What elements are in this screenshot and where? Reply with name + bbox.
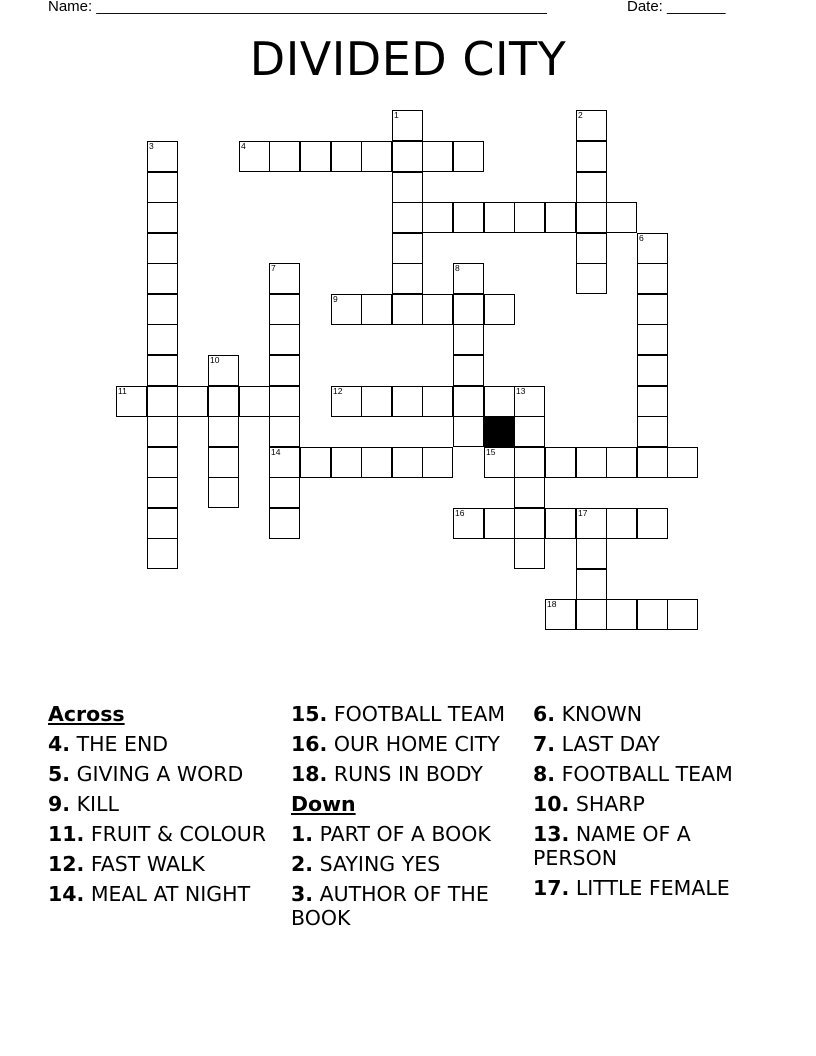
- clue-number: 11: [118, 386, 127, 396]
- grid-cell[interactable]: [269, 294, 300, 325]
- grid-cell[interactable]: [147, 172, 178, 203]
- clue-item-number: 13.: [533, 822, 570, 846]
- clue-number: 6: [639, 233, 644, 243]
- grid-cell[interactable]: [545, 447, 576, 478]
- clue-column-3: [533, 702, 773, 906]
- clue-column-1: [48, 702, 288, 912]
- across-heading: Across: [48, 702, 125, 726]
- grid-cell[interactable]: [637, 386, 668, 417]
- clue-item-number: 1.: [291, 822, 314, 846]
- clue-number: 12: [333, 386, 343, 396]
- clue-item-number: 4.: [48, 732, 71, 756]
- grid-cell[interactable]: [576, 508, 607, 539]
- clue-item-text: GIVING A WORD: [70, 762, 244, 786]
- grid-cell[interactable]: [392, 172, 423, 203]
- clue-number: 14: [271, 447, 281, 457]
- clue-number: 15: [486, 447, 496, 457]
- date-line[interactable]: Date: _______: [627, 0, 726, 15]
- grid-cell[interactable]: [392, 233, 423, 264]
- grid-cell[interactable]: [453, 263, 484, 294]
- clue-item-number: 8.: [533, 762, 556, 786]
- grid-cell[interactable]: [208, 447, 239, 478]
- clue-item: [533, 792, 773, 816]
- name-line[interactable]: Name: ______________________________________________________: [48, 0, 547, 15]
- clue-item-number: 14.: [48, 882, 85, 906]
- clue-item-number: 6.: [533, 702, 556, 726]
- grid-cell[interactable]: [331, 447, 362, 478]
- grid-cell[interactable]: [269, 477, 300, 508]
- clue-item: [291, 702, 531, 726]
- clue-item-number: 17.: [533, 876, 570, 900]
- grid-cell[interactable]: [392, 386, 423, 417]
- grid-cell[interactable]: [514, 386, 545, 417]
- grid-cell[interactable]: [147, 477, 178, 508]
- clue-item-number: 7.: [533, 732, 556, 756]
- grid-cell[interactable]: [392, 294, 423, 325]
- clue-item-number: 11.: [48, 822, 85, 846]
- grid-cell[interactable]: [576, 141, 607, 172]
- clue-item-number: 15.: [291, 702, 328, 726]
- clue-item-number: 5.: [48, 762, 71, 786]
- down-heading: Down: [291, 792, 356, 816]
- grid-cell[interactable]: [361, 294, 392, 325]
- clue-item-text: LITTLE FEMALE: [569, 876, 730, 900]
- grid-cell[interactable]: [484, 386, 515, 417]
- grid-cell[interactable]: [453, 202, 484, 233]
- clue-item-number: 3.: [291, 882, 314, 906]
- grid-cell[interactable]: [147, 538, 178, 569]
- grid-cell[interactable]: [514, 447, 545, 478]
- clue-item-text: LAST DAY: [555, 732, 660, 756]
- clue-item-text: RUNS IN BODY: [327, 762, 483, 786]
- clue-item: [533, 822, 773, 870]
- grid-cell[interactable]: [637, 508, 668, 539]
- grid-cell[interactable]: [361, 447, 392, 478]
- grid-cell[interactable]: [514, 538, 545, 569]
- grid-cell[interactable]: [606, 202, 637, 233]
- clue-number: 17: [578, 508, 588, 518]
- grid-cell[interactable]: [147, 263, 178, 294]
- grid-cell[interactable]: [606, 599, 637, 630]
- grid-cell[interactable]: [392, 263, 423, 294]
- black-square: [484, 416, 515, 447]
- clue-item: [48, 792, 288, 816]
- grid-cell[interactable]: [667, 447, 698, 478]
- clue-item: [48, 732, 288, 756]
- grid-cell[interactable]: [422, 141, 453, 172]
- grid-cell[interactable]: [576, 447, 607, 478]
- grid-cell[interactable]: [208, 416, 239, 447]
- grid-cell[interactable]: [392, 202, 423, 233]
- grid-cell[interactable]: [269, 447, 300, 478]
- grid-cell[interactable]: [667, 599, 698, 630]
- grid-cell[interactable]: [453, 355, 484, 386]
- clue-item: [533, 876, 773, 900]
- grid-cell[interactable]: [576, 263, 607, 294]
- grid-cell[interactable]: [637, 447, 668, 478]
- clue-item-text: THE END: [70, 732, 169, 756]
- clue-item: [291, 762, 531, 786]
- grid-cell[interactable]: [453, 508, 484, 539]
- grid-cell[interactable]: [147, 416, 178, 447]
- grid-cell[interactable]: [147, 355, 178, 386]
- grid-cell[interactable]: [392, 110, 423, 141]
- clue-item: [533, 702, 773, 726]
- clue-item-number: 16.: [291, 732, 328, 756]
- grid-cell[interactable]: [177, 386, 208, 417]
- grid-cell[interactable]: [637, 294, 668, 325]
- clue-item-number: 2.: [291, 852, 314, 876]
- grid-cell[interactable]: [208, 477, 239, 508]
- clue-item-number: 9.: [48, 792, 71, 816]
- clue-item: [291, 852, 531, 876]
- clue-item: [533, 762, 773, 786]
- grid-cell[interactable]: [331, 294, 362, 325]
- clue-number: 3: [149, 141, 154, 151]
- grid-cell[interactable]: [422, 294, 453, 325]
- grid-cell[interactable]: [637, 599, 668, 630]
- clue-item-number: 18.: [291, 762, 328, 786]
- grid-cell[interactable]: [606, 508, 637, 539]
- grid-cell[interactable]: [545, 508, 576, 539]
- grid-cell[interactable]: [147, 233, 178, 264]
- grid-cell[interactable]: [331, 141, 362, 172]
- clue-number: 7: [271, 263, 276, 273]
- grid-cell[interactable]: [269, 416, 300, 447]
- clue-item-text: NAME OF A PERSON: [533, 822, 691, 870]
- grid-cell[interactable]: [269, 324, 300, 355]
- grid-cell[interactable]: [147, 294, 178, 325]
- clue-item-number: 10.: [533, 792, 570, 816]
- page-title: DIVIDED CITY: [249, 32, 567, 86]
- clue-item-text: OUR HOME CITY: [327, 732, 500, 756]
- clue-item-text: FAST WALK: [84, 852, 205, 876]
- clue-item: [48, 852, 288, 876]
- clue-item-text: FOOTBALL TEAM: [555, 762, 733, 786]
- grid-cell[interactable]: [422, 447, 453, 478]
- grid-cell[interactable]: [269, 263, 300, 294]
- clue-item: [533, 732, 773, 756]
- grid-cell[interactable]: [514, 477, 545, 508]
- grid-cell[interactable]: [545, 202, 576, 233]
- grid-cell[interactable]: [484, 508, 515, 539]
- clue-item-text: SHARP: [569, 792, 645, 816]
- grid-cell[interactable]: [422, 386, 453, 417]
- grid-cell[interactable]: [208, 355, 239, 386]
- grid-cell[interactable]: [453, 294, 484, 325]
- grid-cell[interactable]: [269, 141, 300, 172]
- grid-cell[interactable]: [239, 386, 270, 417]
- grid-cell[interactable]: [576, 538, 607, 569]
- grid-cell[interactable]: [576, 172, 607, 203]
- grid-cell[interactable]: [514, 202, 545, 233]
- grid-cell[interactable]: [331, 386, 362, 417]
- clue-item: [48, 822, 288, 846]
- clue-item-number: 12.: [48, 852, 85, 876]
- grid-cell[interactable]: [484, 447, 515, 478]
- grid-cell[interactable]: [453, 141, 484, 172]
- clue-item-text: FOOTBALL TEAM: [327, 702, 506, 726]
- grid-cell[interactable]: [392, 141, 423, 172]
- grid-cell[interactable]: [576, 110, 607, 141]
- clue-number: 10: [210, 355, 220, 365]
- clue-column-2: [291, 702, 531, 936]
- clue-number: 9: [333, 294, 338, 304]
- grid-cell[interactable]: [147, 141, 178, 172]
- grid-cell[interactable]: [147, 324, 178, 355]
- grid-cell[interactable]: [637, 355, 668, 386]
- grid-cell[interactable]: [453, 416, 484, 447]
- grid-cell[interactable]: [637, 263, 668, 294]
- clue-item: [291, 732, 531, 756]
- grid-cell[interactable]: [514, 508, 545, 539]
- grid-cell[interactable]: [269, 508, 300, 539]
- clue-number: 2: [578, 110, 583, 120]
- grid-cell[interactable]: [147, 202, 178, 233]
- clue-item-text: KNOWN: [555, 702, 643, 726]
- grid-cell[interactable]: [637, 233, 668, 264]
- grid-cell[interactable]: [392, 447, 423, 478]
- clue-number: 4: [241, 141, 246, 151]
- grid-cell[interactable]: [576, 599, 607, 630]
- clue-number: 16: [455, 508, 465, 518]
- grid-cell[interactable]: [453, 386, 484, 417]
- grid-cell[interactable]: [422, 202, 453, 233]
- grid-cell[interactable]: [576, 233, 607, 264]
- grid-cell[interactable]: [269, 386, 300, 417]
- clue-item: [48, 882, 288, 906]
- clue-number: 13: [516, 386, 526, 396]
- grid-cell[interactable]: [637, 324, 668, 355]
- grid-cell[interactable]: [147, 386, 178, 417]
- grid-cell[interactable]: [606, 447, 637, 478]
- grid-cell[interactable]: [453, 324, 484, 355]
- clue-item: [291, 822, 531, 846]
- grid-cell[interactable]: [361, 141, 392, 172]
- clue-number: 18: [547, 599, 557, 609]
- clue-number: 1: [394, 110, 399, 120]
- grid-cell[interactable]: [116, 386, 147, 417]
- grid-cell[interactable]: [147, 508, 178, 539]
- grid-cell[interactable]: [576, 569, 607, 600]
- clue-number: 8: [455, 263, 460, 273]
- grid-cell[interactable]: [361, 386, 392, 417]
- grid-cell[interactable]: [300, 447, 331, 478]
- clue-item-text: FRUIT & COLOUR: [84, 822, 266, 846]
- grid-cell[interactable]: [514, 416, 545, 447]
- grid-cell[interactable]: [269, 355, 300, 386]
- grid-cell[interactable]: [545, 599, 576, 630]
- clue-item-text: KILL: [70, 792, 119, 816]
- clue-item: [291, 882, 531, 930]
- grid-cell[interactable]: [484, 202, 515, 233]
- grid-cell[interactable]: [300, 141, 331, 172]
- grid-cell[interactable]: [147, 447, 178, 478]
- grid-cell[interactable]: [576, 202, 607, 233]
- grid-cell[interactable]: [208, 386, 239, 417]
- clue-item-text: AUTHOR OF THE BOOK: [291, 882, 489, 930]
- grid-cell[interactable]: [637, 416, 668, 447]
- grid-cell[interactable]: [484, 294, 515, 325]
- clue-item-text: MEAL AT NIGHT: [84, 882, 251, 906]
- clue-item: [48, 762, 288, 786]
- grid-cell[interactable]: [239, 141, 270, 172]
- clue-item-text: SAYING YES: [313, 852, 441, 876]
- clue-item-text: PART OF A BOOK: [313, 822, 491, 846]
